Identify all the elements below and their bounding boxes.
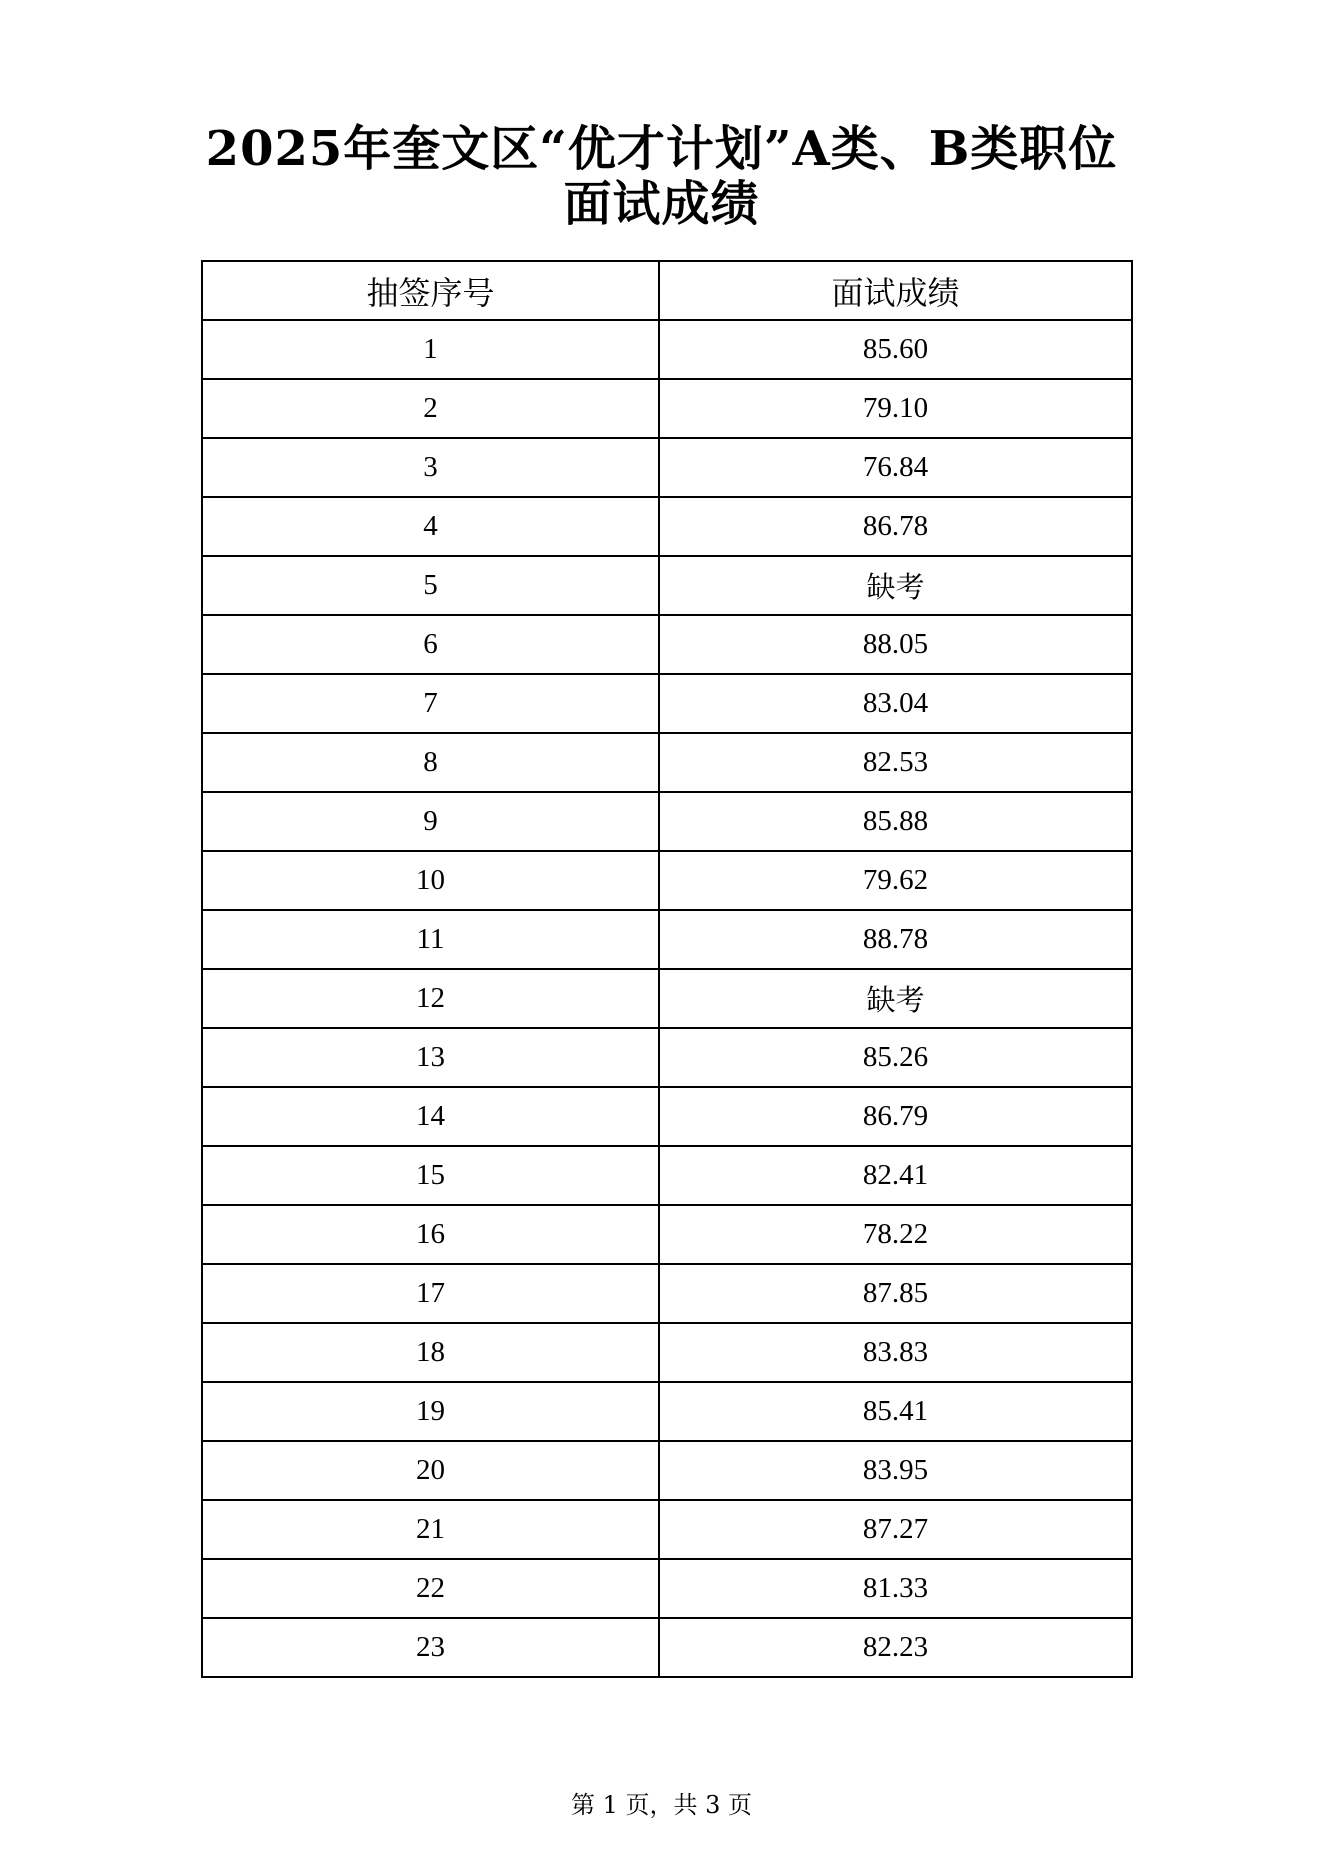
interview-score-cell: 78.22 (659, 1205, 1132, 1264)
interview-score-cell: 83.95 (659, 1441, 1132, 1500)
table-row (202, 733, 1132, 792)
draw-number-cell: 5 (202, 556, 659, 615)
interview-score-cell: 88.05 (659, 615, 1132, 674)
table-row (202, 851, 1132, 910)
table-row (202, 1323, 1132, 1382)
table-row (202, 1559, 1132, 1618)
draw-number-cell: 6 (202, 615, 659, 674)
draw-number-cell: 14 (202, 1087, 659, 1146)
table-row (202, 1500, 1132, 1559)
draw-number-cell: 4 (202, 497, 659, 556)
draw-number-cell: 11 (202, 910, 659, 969)
scores-table (201, 260, 1133, 1678)
interview-score-cell: 85.60 (659, 320, 1132, 379)
draw-number-cell: 17 (202, 1264, 659, 1323)
table-row (202, 1087, 1132, 1146)
page-indicator: 第 1 页，共 3 页 (570, 1791, 753, 1819)
interview-score-cell: 79.62 (659, 851, 1132, 910)
table-row (202, 1264, 1132, 1323)
draw-number-cell: 7 (202, 674, 659, 733)
table-row (202, 1205, 1132, 1264)
table-row (202, 438, 1132, 497)
interview-score-cell: 82.23 (659, 1618, 1132, 1677)
interview-score-cell: 86.79 (659, 1087, 1132, 1146)
interview-score-cell: 缺考 (659, 969, 1132, 1028)
interview-score-cell: 87.85 (659, 1264, 1132, 1323)
interview-score-cell: 79.10 (659, 379, 1132, 438)
table-header-row (202, 261, 1132, 320)
table-row (202, 379, 1132, 438)
table-row (202, 320, 1132, 379)
interview-score-cell: 83.04 (659, 674, 1132, 733)
interview-score-cell: 83.83 (659, 1323, 1132, 1382)
draw-number-cell: 12 (202, 969, 659, 1028)
document-title: 2025年奎文区“优才计划”A类、B类职位 (205, 121, 1118, 177)
interview-score-cell: 82.41 (659, 1146, 1132, 1205)
interview-score-cell: 缺考 (659, 556, 1132, 615)
table-row (202, 969, 1132, 1028)
interview-score-cell: 86.78 (659, 497, 1132, 556)
table-row (202, 497, 1132, 556)
draw-number-cell: 15 (202, 1146, 659, 1205)
scores-table-body (202, 320, 1132, 1677)
column-header-interview-score: 面试成绩 (659, 261, 1132, 320)
table-row (202, 792, 1132, 851)
table-row (202, 674, 1132, 733)
interview-score-cell: 76.84 (659, 438, 1132, 497)
column-header-draw-number: 抽签序号 (202, 261, 659, 320)
table-row (202, 1146, 1132, 1205)
interview-score-cell: 81.33 (659, 1559, 1132, 1618)
draw-number-cell: 13 (202, 1028, 659, 1087)
interview-score-cell: 85.26 (659, 1028, 1132, 1087)
table-row (202, 1441, 1132, 1500)
interview-score-cell: 85.41 (659, 1382, 1132, 1441)
table-row (202, 1618, 1132, 1677)
document-subtitle: 面试成绩 (563, 176, 760, 232)
table-row (202, 556, 1132, 615)
draw-number-cell: 19 (202, 1382, 659, 1441)
interview-score-cell: 82.53 (659, 733, 1132, 792)
interview-score-cell: 88.78 (659, 910, 1132, 969)
draw-number-cell: 18 (202, 1323, 659, 1382)
draw-number-cell: 8 (202, 733, 659, 792)
table-row (202, 910, 1132, 969)
draw-number-cell: 23 (202, 1618, 659, 1677)
interview-score-cell: 87.27 (659, 1500, 1132, 1559)
table-row (202, 615, 1132, 674)
draw-number-cell: 1 (202, 320, 659, 379)
interview-score-cell: 85.88 (659, 792, 1132, 851)
draw-number-cell: 20 (202, 1441, 659, 1500)
draw-number-cell: 16 (202, 1205, 659, 1264)
draw-number-cell: 21 (202, 1500, 659, 1559)
draw-number-cell: 9 (202, 792, 659, 851)
draw-number-cell: 10 (202, 851, 659, 910)
draw-number-cell: 2 (202, 379, 659, 438)
table-row (202, 1028, 1132, 1087)
draw-number-cell: 22 (202, 1559, 659, 1618)
table-row (202, 1382, 1132, 1441)
draw-number-cell: 3 (202, 438, 659, 497)
